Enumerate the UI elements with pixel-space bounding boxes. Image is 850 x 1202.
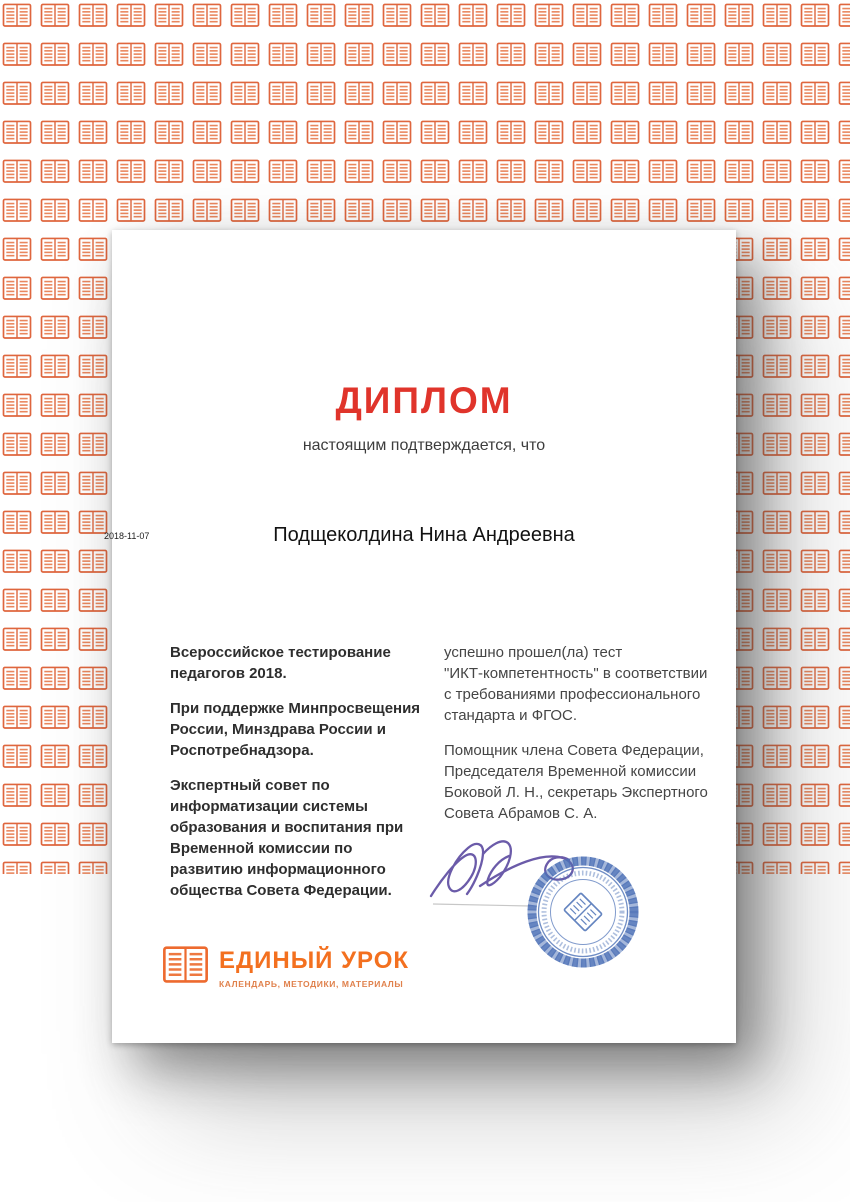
book-tile-icon	[458, 2, 488, 29]
book-tile-icon	[610, 197, 640, 224]
book-tile-icon	[800, 158, 830, 185]
book-tile-icon	[686, 80, 716, 107]
book-tile-icon	[762, 704, 792, 731]
book-tile-icon	[686, 2, 716, 29]
book-tile-icon	[344, 80, 374, 107]
book-tile-icon	[458, 158, 488, 185]
book-tile-icon	[458, 41, 488, 68]
book-tile-icon	[2, 119, 32, 146]
book-tile-icon	[800, 314, 830, 341]
book-tile-icon	[762, 119, 792, 146]
book-tile-icon	[610, 158, 640, 185]
book-tile-icon	[458, 197, 488, 224]
book-tile-icon	[838, 470, 850, 497]
book-tile-icon	[762, 821, 792, 848]
book-tile-icon	[838, 509, 850, 536]
book-tile-icon	[230, 197, 260, 224]
logo-name: ЕДИНЫЙ УРОК	[219, 947, 410, 974]
book-tile-icon	[420, 41, 450, 68]
book-tile-icon	[800, 197, 830, 224]
book-tile-icon	[116, 197, 146, 224]
book-tile-icon	[800, 2, 830, 29]
book-tile-icon	[230, 158, 260, 185]
book-tile-icon	[382, 197, 412, 224]
book-tile-icon	[78, 41, 108, 68]
book-tile-icon	[344, 197, 374, 224]
book-tile-icon	[192, 41, 222, 68]
book-tile-icon	[724, 119, 754, 146]
book-tile-icon	[496, 197, 526, 224]
book-tile-icon	[192, 119, 222, 146]
book-tile-icon	[762, 353, 792, 380]
book-tile-icon	[534, 80, 564, 107]
book-tile-icon	[78, 392, 108, 419]
book-tile-icon	[306, 80, 336, 107]
book-tile-icon	[40, 197, 70, 224]
seal-graphic	[425, 816, 675, 986]
book-tile-icon	[800, 548, 830, 575]
book-tile-icon	[838, 860, 850, 874]
book-tile-icon	[800, 704, 830, 731]
book-tile-icon	[154, 158, 184, 185]
book-tile-icon	[496, 80, 526, 107]
book-tile-icon	[838, 275, 850, 302]
book-tile-icon	[496, 41, 526, 68]
book-tile-icon	[724, 158, 754, 185]
book-tile-icon	[230, 80, 260, 107]
book-tile-icon	[838, 353, 850, 380]
book-tile-icon	[268, 2, 298, 29]
book-tile-icon	[268, 41, 298, 68]
book-tile-icon	[40, 431, 70, 458]
book-tile-icon	[762, 236, 792, 263]
book-tile-icon	[154, 2, 184, 29]
book-tile-icon	[40, 587, 70, 614]
book-tile-icon	[762, 80, 792, 107]
organizer-paragraph: При поддержке Минпросвещения России, Минздрава России и Роспотребнадзора.	[170, 700, 421, 759]
book-tile-icon	[154, 41, 184, 68]
book-tile-icon	[800, 236, 830, 263]
book-tile-icon	[40, 626, 70, 653]
book-tile-icon	[762, 743, 792, 770]
book-tile-icon	[420, 197, 450, 224]
book-tile-icon	[2, 275, 32, 302]
book-tile-icon	[762, 782, 792, 809]
book-tile-icon	[838, 2, 850, 29]
book-tile-icon	[382, 41, 412, 68]
book-tile-icon	[572, 119, 602, 146]
book-tile-icon	[762, 665, 792, 692]
book-tile-icon	[648, 41, 678, 68]
book-tile-icon	[648, 2, 678, 29]
book-tile-icon	[382, 2, 412, 29]
diploma-subtitle: настоящим подтверждается, что	[302, 437, 546, 454]
book-tile-icon	[800, 665, 830, 692]
book-tile-icon	[2, 587, 32, 614]
recipient-name: Подщеколдина Нина Андреевна	[273, 524, 575, 546]
open-book-icon	[162, 944, 209, 986]
book-tile-icon	[40, 80, 70, 107]
book-tile-icon	[40, 548, 70, 575]
book-tile-icon	[2, 392, 32, 419]
book-tile-icon	[724, 41, 754, 68]
issue-date: 2018-11-07	[104, 531, 150, 541]
book-tile-icon	[534, 119, 564, 146]
book-tile-icon	[838, 704, 850, 731]
book-tile-icon	[40, 821, 70, 848]
book-tile-icon	[610, 41, 640, 68]
book-tile-icon	[382, 80, 412, 107]
book-tile-icon	[40, 392, 70, 419]
book-tile-icon	[78, 821, 108, 848]
book-tile-icon	[800, 431, 830, 458]
book-tile-icon	[116, 41, 146, 68]
book-tile-icon	[268, 119, 298, 146]
book-tile-icon	[40, 2, 70, 29]
organizer-paragraph: Всероссийское тестирование педагогов 2018.	[170, 644, 391, 682]
book-tile-icon	[762, 314, 792, 341]
book-tile-icon	[534, 2, 564, 29]
book-tile-icon	[496, 119, 526, 146]
book-tile-icon	[762, 392, 792, 419]
book-tile-icon	[762, 587, 792, 614]
book-tile-icon	[230, 119, 260, 146]
book-tile-icon	[762, 275, 792, 302]
book-tile-icon	[40, 353, 70, 380]
round-seal	[532, 861, 634, 963]
book-tile-icon	[648, 80, 678, 107]
book-tile-icon	[686, 158, 716, 185]
book-tile-icon	[762, 860, 792, 874]
book-tile-icon	[78, 704, 108, 731]
book-tile-icon	[40, 236, 70, 263]
book-tile-icon	[800, 80, 830, 107]
book-tile-icon	[800, 275, 830, 302]
book-tile-icon	[762, 626, 792, 653]
book-tile-icon	[78, 80, 108, 107]
book-tile-icon	[78, 158, 108, 185]
book-tile-icon	[572, 41, 602, 68]
book-tile-icon	[648, 119, 678, 146]
book-tile-icon	[306, 2, 336, 29]
book-tile-icon	[344, 2, 374, 29]
book-tile-icon	[192, 80, 222, 107]
signatory-paragraph: Помощник члена Совета Федерации, Председателя Временной комиссии Боковой Л. Н., секретарь Экспертного Совета Абрамов С. А.	[444, 742, 708, 822]
book-tile-icon	[116, 80, 146, 107]
book-tile-icon	[762, 470, 792, 497]
book-tile-icon	[40, 743, 70, 770]
book-tile-icon	[78, 743, 108, 770]
book-tile-icon	[838, 782, 850, 809]
book-tile-icon	[268, 80, 298, 107]
book-tile-icon	[762, 548, 792, 575]
book-tile-icon	[2, 860, 32, 874]
organizer-column	[170, 642, 422, 915]
book-tile-icon	[838, 119, 850, 146]
book-tile-icon	[40, 275, 70, 302]
book-tile-icon	[382, 158, 412, 185]
book-tile-icon	[2, 431, 32, 458]
book-tile-icon	[306, 158, 336, 185]
book-tile-icon	[40, 704, 70, 731]
seal-book-icon	[564, 893, 602, 931]
book-tile-icon	[78, 197, 108, 224]
book-tile-icon	[40, 158, 70, 185]
book-tile-icon	[78, 275, 108, 302]
book-tile-icon	[838, 392, 850, 419]
book-tile-icon	[800, 860, 830, 874]
book-tile-icon	[800, 41, 830, 68]
logo-text	[219, 944, 409, 989]
book-tile-icon	[572, 80, 602, 107]
book-tile-icon	[192, 158, 222, 185]
book-tile-icon	[306, 197, 336, 224]
book-tile-icon	[838, 158, 850, 185]
book-tile-icon	[572, 158, 602, 185]
organizer-paragraph: Экспертный совет по информатизации системы образования и воспитания при Временной комиссии по развитию информационного общества Совета Федерации.	[170, 777, 404, 899]
book-tile-icon	[78, 314, 108, 341]
book-tile-icon	[838, 743, 850, 770]
book-tile-icon	[306, 119, 336, 146]
book-tile-icon	[762, 158, 792, 185]
book-tile-icon	[306, 41, 336, 68]
book-tile-icon	[648, 158, 678, 185]
book-tile-icon	[116, 2, 146, 29]
book-tile-icon	[78, 587, 108, 614]
book-tile-icon	[534, 158, 564, 185]
book-tile-icon	[800, 743, 830, 770]
book-tile-icon	[572, 197, 602, 224]
book-tile-icon	[610, 119, 640, 146]
book-tile-icon	[762, 431, 792, 458]
book-tile-icon	[78, 548, 108, 575]
book-tile-icon	[40, 665, 70, 692]
book-tile-icon	[686, 197, 716, 224]
achievement-paragraph: успешно прошел(ла) тест "ИКТ‑компетентность" в соответствии с требованиями профессионального стандарта и ФГОС.	[444, 644, 708, 724]
book-tile-icon	[2, 509, 32, 536]
book-tile-icon	[78, 626, 108, 653]
ediny-urok-logo	[162, 944, 409, 989]
book-tile-icon	[420, 80, 450, 107]
book-tile-icon	[78, 860, 108, 874]
book-tile-icon	[496, 2, 526, 29]
book-tile-icon	[2, 80, 32, 107]
book-tile-icon	[344, 41, 374, 68]
book-tile-icon	[344, 158, 374, 185]
logo-tagline: КАЛЕНДАРЬ, МЕТОДИКИ, МАТЕРИАЛЫ	[219, 979, 404, 989]
book-tile-icon	[154, 197, 184, 224]
book-tile-icon	[116, 119, 146, 146]
book-tile-icon	[2, 158, 32, 185]
book-tile-icon	[154, 119, 184, 146]
book-tile-icon	[40, 314, 70, 341]
book-tile-icon	[40, 41, 70, 68]
book-tile-icon	[838, 587, 850, 614]
book-tile-icon	[2, 41, 32, 68]
book-tile-icon	[2, 626, 32, 653]
book-tile-icon	[78, 353, 108, 380]
book-tile-icon	[78, 119, 108, 146]
book-tile-icon	[838, 236, 850, 263]
book-tile-icon	[800, 353, 830, 380]
book-tile-icon	[838, 314, 850, 341]
book-tile-icon	[800, 470, 830, 497]
book-tile-icon	[78, 236, 108, 263]
book-tile-icon	[800, 509, 830, 536]
book-tile-icon	[838, 821, 850, 848]
book-tile-icon	[268, 158, 298, 185]
book-tile-icon	[268, 197, 298, 224]
book-tile-icon	[192, 2, 222, 29]
book-tile-icon	[800, 392, 830, 419]
book-tile-icon	[2, 236, 32, 263]
book-tile-icon	[2, 353, 32, 380]
book-tile-icon	[724, 197, 754, 224]
book-tile-icon	[724, 2, 754, 29]
book-tile-icon	[78, 665, 108, 692]
book-tile-icon	[800, 821, 830, 848]
book-tile-icon	[762, 41, 792, 68]
book-tile-icon	[78, 782, 108, 809]
book-tile-icon	[382, 119, 412, 146]
book-tile-icon	[572, 2, 602, 29]
book-tile-icon	[534, 41, 564, 68]
book-tile-icon	[78, 431, 108, 458]
book-tile-icon	[838, 626, 850, 653]
book-tile-icon	[420, 119, 450, 146]
book-tile-icon	[838, 548, 850, 575]
book-tile-icon	[230, 41, 260, 68]
signature-and-seal	[425, 816, 675, 986]
book-tile-icon	[40, 509, 70, 536]
book-tile-icon	[610, 80, 640, 107]
book-tile-icon	[610, 2, 640, 29]
book-tile-icon	[78, 470, 108, 497]
book-tile-icon	[838, 197, 850, 224]
signature-line	[433, 904, 530, 906]
book-tile-icon	[458, 119, 488, 146]
book-tile-icon	[648, 197, 678, 224]
book-tile-icon	[2, 2, 32, 29]
book-tile-icon	[838, 431, 850, 458]
book-tile-icon	[420, 158, 450, 185]
book-tile-icon	[2, 821, 32, 848]
book-tile-icon	[762, 197, 792, 224]
book-tile-icon	[420, 2, 450, 29]
book-tile-icon	[230, 2, 260, 29]
certificate-sheet	[112, 230, 736, 1043]
book-tile-icon	[800, 782, 830, 809]
book-tile-icon	[2, 314, 32, 341]
book-tile-icon	[762, 2, 792, 29]
book-tile-icon	[40, 119, 70, 146]
book-tile-icon	[2, 197, 32, 224]
book-tile-icon	[40, 782, 70, 809]
book-tile-icon	[762, 509, 792, 536]
book-tile-icon	[2, 470, 32, 497]
book-tile-icon	[2, 782, 32, 809]
book-tile-icon	[40, 470, 70, 497]
book-tile-icon	[838, 665, 850, 692]
book-tile-icon	[686, 119, 716, 146]
book-tile-icon	[838, 41, 850, 68]
book-tile-icon	[534, 197, 564, 224]
book-tile-icon	[686, 41, 716, 68]
book-tile-icon	[838, 80, 850, 107]
book-tile-icon	[40, 860, 70, 874]
book-tile-icon	[800, 119, 830, 146]
book-tile-icon	[154, 80, 184, 107]
book-tile-icon	[344, 119, 374, 146]
book-tile-icon	[78, 2, 108, 29]
book-tile-icon	[800, 626, 830, 653]
book-tile-icon	[2, 665, 32, 692]
book-tile-icon	[724, 80, 754, 107]
book-tile-icon	[496, 158, 526, 185]
diploma-title: ДИПЛОМ	[335, 380, 513, 421]
book-tile-icon	[192, 197, 222, 224]
book-tile-icon	[458, 80, 488, 107]
book-tile-icon	[2, 548, 32, 575]
book-tile-icon	[2, 704, 32, 731]
book-tile-icon	[800, 587, 830, 614]
book-tile-icon	[2, 743, 32, 770]
book-tile-icon	[116, 158, 146, 185]
